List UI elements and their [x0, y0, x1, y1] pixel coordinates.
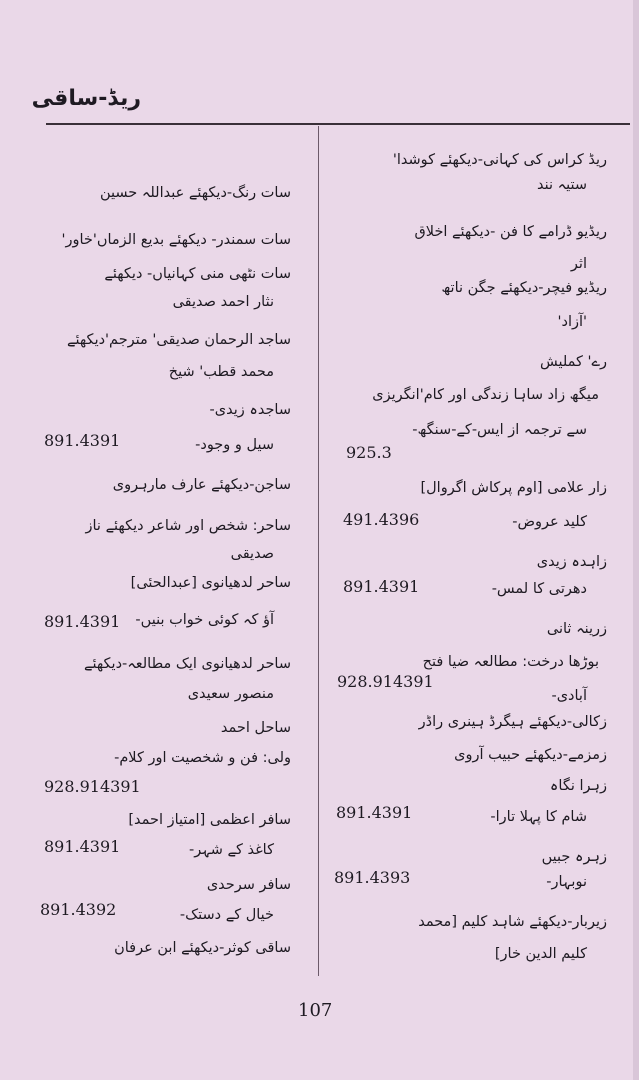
- page-edge: [633, 0, 639, 1080]
- entry-line: ریڈیو ڈرامے کا فن -دیکھئے اخلاق: [414, 224, 607, 240]
- entry-line: ستیہ نند: [536, 177, 587, 193]
- call-number: 928.914391: [44, 777, 141, 796]
- call-number: 891.4391: [343, 577, 420, 596]
- entry-line: ساجد الرحمان صدیقی' مترجم'دیکھئے: [67, 332, 291, 348]
- entry-line: ساحر لدھیانوی [عبدالحئی]: [130, 575, 291, 591]
- call-number: 891.4391: [44, 612, 121, 631]
- entry-line: ساحر: شخص اور شاعر دیکھئے ناز: [85, 518, 291, 534]
- entry-line: زمزمے-دیکھئے حبیب آروی: [454, 747, 607, 763]
- entry-line: اثر: [570, 256, 587, 272]
- entry-line: دھرتی کا لمس-: [491, 581, 587, 597]
- entry-line: ولی: فن و شخصیت اور کلام-: [114, 750, 291, 766]
- entry-line: ساجن-دیکھئے عارف مارہروی: [112, 477, 291, 493]
- entry-line: ساقی کوثر-دیکھئے ابن عرفان: [114, 940, 291, 956]
- call-number: 925.3: [346, 443, 392, 462]
- entry-line: آبادی-: [551, 688, 587, 704]
- entry-line: محمد قطب' شیخ: [168, 364, 274, 380]
- entry-line: صدیقی: [230, 546, 274, 562]
- entry-line: میگھ زاد ساہا زندگی اور کام'انگریزی: [372, 387, 599, 403]
- call-number: 891.4391: [44, 837, 121, 856]
- entry-line: آؤ کہ کوئی خواب بنیں-: [135, 612, 274, 628]
- entry-line: سات سمندر- دیکھئے بدیع الزماں'خاور': [61, 232, 291, 248]
- entry-line: سات نٹھی منی کہانیاں- دیکھئے: [104, 266, 291, 282]
- entry-line: زار علامی [اوم پرکاش اگروال]: [420, 480, 607, 496]
- entry-line: 'آزاد': [557, 314, 587, 330]
- call-number: 891.4393: [334, 868, 411, 887]
- entry-line: زیربار-دیکھئے شاہد کلیم [محمد: [418, 914, 607, 930]
- header-rule: [46, 123, 630, 125]
- entry-line: بوڑھا درخت: مطالعہ ضیا فتح: [422, 654, 599, 670]
- entry-line: زاہدہ زیدی: [536, 554, 607, 570]
- call-number: 891.4391: [44, 431, 121, 450]
- page-number: 107: [298, 1000, 333, 1021]
- entry-line: سے ترجمہ از ایس-کے-سنگھ-: [412, 422, 587, 438]
- entry-line: سیل و وجود-: [195, 437, 274, 453]
- entry-line: ساحر لدھیانوی ایک مطالعہ-دیکھئے: [83, 656, 291, 672]
- entry-line: سافر سرحدی: [206, 877, 291, 893]
- call-number: 891.4391: [336, 803, 413, 822]
- call-number: 491.4396: [343, 510, 420, 529]
- entry-line: زہرا نگاہ: [549, 778, 607, 794]
- entry-line: کاغذ کے شہر-: [188, 842, 274, 858]
- entry-line: زکالی-دیکھئے ہیگرڈ ہینری راڈر: [418, 714, 607, 730]
- entry-line: ساحل احمد: [220, 720, 291, 736]
- entry-line: منصور سعیدی: [187, 686, 274, 702]
- entry-line: زرینہ ثانی: [546, 621, 607, 637]
- call-number: 928.914391: [337, 672, 434, 691]
- entry-line: سات رنگ-دیکھئے عبداللہ حسین: [99, 185, 291, 201]
- entry-line: نوبہار-: [546, 874, 587, 890]
- running-header: ریڈ-ساقی: [31, 86, 141, 111]
- column-divider: [318, 126, 319, 976]
- entry-line: ریڈ کراس کی کہانی-دیکھئے کوشدا': [392, 152, 607, 168]
- entry-line: ریڈیو فیچر-دیکھئے جگن ناتھ: [441, 280, 607, 296]
- entry-line: رے' کملیش: [539, 354, 607, 370]
- entry-line: کلیم الدین خار]: [494, 946, 587, 962]
- entry-line: شام کا پہلا تارا-: [490, 809, 587, 825]
- entry-line: ساجدہ زیدی-: [209, 402, 291, 418]
- entry-line: نثار احمد صدیقی: [172, 294, 274, 310]
- entry-line: سافر اعظمی [امتیاز احمد]: [128, 812, 291, 828]
- entry-line: کلید عروض-: [512, 514, 587, 530]
- call-number: 891.4392: [40, 900, 117, 919]
- entry-line: خیال کے دستک-: [179, 907, 274, 923]
- entry-line: زہرہ جبیں: [541, 849, 607, 865]
